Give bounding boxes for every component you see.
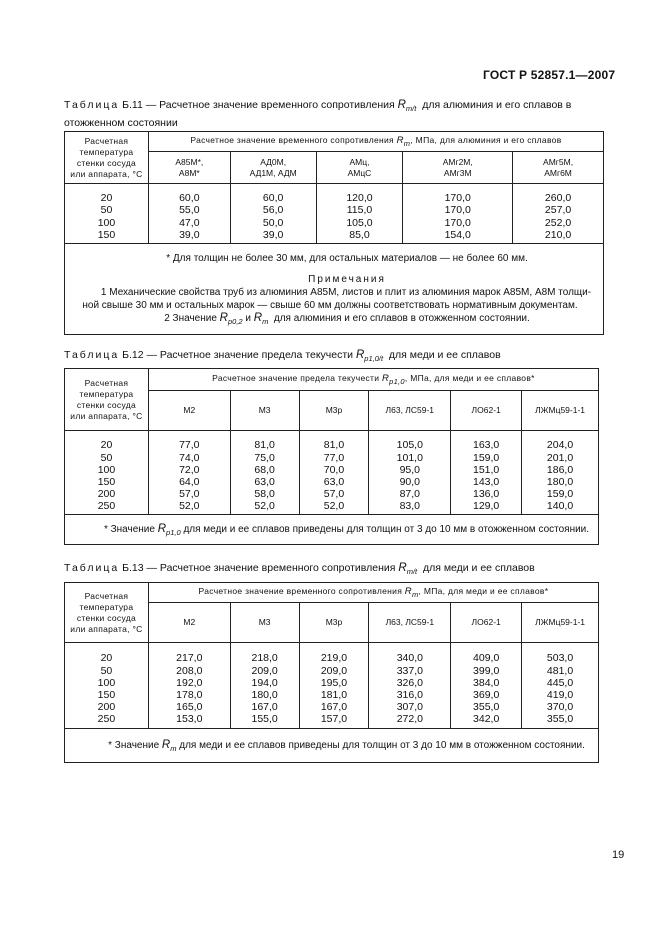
table12-symbol: $R_{p1,0/t}$ [355,349,384,363]
table12-temps: 20 50 100 150 200 250 [65,431,149,515]
table11-col-header: АМг5М, АМг6М [513,152,604,184]
table13-number: Б.13 [122,562,144,574]
table11-notes [65,244,604,335]
table11-temps: 20 50 100 150 [65,184,149,244]
table13 [64,582,599,763]
table12-caption [64,348,604,366]
table13-col-header: М3 [230,603,299,643]
table11-col-header: А85М*, А8М* [148,152,230,184]
table12-values-col: 81,0 77,0 70,0 63,0 57,0 52,0 [299,431,369,515]
table11-caption [64,98,604,130]
table13-values-col: 503,0 481,0 445,0 419,0 370,0 355,0 [522,643,599,729]
table12-values-col: 105,0 101,0 95,0 90,0 87,0 83,0 [369,431,451,515]
table12-values-col: 204,0 201,0 186,0 180,0 159,0 140,0 [522,431,599,515]
table12-stub-header: Расчетная температура стенки сосуда или аппарата, °C [65,369,149,431]
table13-col-header: Л63, ЛС59-1 [369,603,451,643]
table13-caption [64,561,604,579]
table12-label: Таблица [64,349,120,361]
table11-values-col: 170,0 170,0 170,0 154,0 [403,184,513,244]
table12-title: — Расчетное значение предела текучести [146,349,354,361]
table11-col-header: АМц, АМцС [316,152,403,184]
table11-stub-header: Расчетная температура стенки сосуда или аппарата, °C [65,132,149,184]
table13-col-header: М3р [299,603,369,643]
table11-group-header: Расчетное значение временного сопротивления $R_m$, МПа, для алюминия и его сплавов [148,132,603,152]
table13-values-col: 217,0 208,0 192,0 178,0 165,0 153,0 [148,643,230,729]
table13-values-col: 218,0 209,0 194,0 180,0 167,0 155,0 [230,643,299,729]
table13-label: Таблица [64,562,120,574]
table11-values-col: 120,0 115,0 105,0 85,0 [316,184,403,244]
table12-col-header: М2 [148,391,230,431]
table12-col-header: Л63, ЛС59-1 [369,391,451,431]
table13-col-header: М2 [148,603,230,643]
table12-number: Б.12 [122,349,144,361]
table11-symbol: $R_{m/t}$ [397,99,417,113]
table11-label: Таблица [64,99,120,111]
table13-footnote: * Значение $R_m$ для меди и ее сплавов приведены для толщин от 3 до 10 мм в отожженном состоянии. [65,729,599,763]
table13-symbol: $R_{m/t}$ [398,562,418,576]
table13-values-col: 409,0 399,0 384,0 369,0 355,0 342,0 [451,643,522,729]
table13-temps: 20 50 100 150 200 250 [65,643,149,729]
table11-col-header: АМг2М, АМг3М [403,152,513,184]
page-number: 19 [612,849,625,861]
table12-values-col: 163,0 159,0 151,0 143,0 136,0 129,0 [451,431,522,515]
table12-title-tail: для меди и ее сплавов [388,349,501,361]
table11-title-tail: для алюминия и его сплавов в [422,99,572,111]
table11-col-header: АД0М, АД1М, АДМ [230,152,316,184]
table11-values-col: 260,0 257,0 252,0 210,0 [513,184,604,244]
table12 [64,368,599,545]
table11-note2: 2 Значение $R_{p0,2}$ и $R_m$ для алюминия и его сплавов в отожженном состоянии. [164,312,530,326]
table12-col-header: ЛЖМц59-1-1 [522,391,599,431]
document-code: ГОСТ Р 52857.1—2007 [483,68,616,82]
table13-group-header: Расчетное значение временного сопротивления $R_m$, МПа, для меди и ее сплавов* [148,583,598,603]
table13-title: — Расчетное значение временного сопротивления [146,562,396,574]
table11-footnote: * Для толщин не более 30 мм, для остальных материалов — не более 60 мм. [166,253,528,264]
table12-col-header: ЛО62-1 [451,391,522,431]
table11-number: Б.11 [122,99,143,111]
table11-note1: 1 Механические свойства труб из алюминия А85М, листов и плит из алюминия марок А85М, А8М толщи- ной свыше 30 мм и остальных марок — свыше 60 мм должны соответствовать нормативным документам. [82,287,592,311]
table13-stub-header: Расчетная температура стенки сосуда или аппарата, °C [65,583,149,643]
table12-col-header: М3р [299,391,369,431]
table11-notes-title: Примечания [308,274,386,285]
table11-title: — Расчетное значение временного сопротивления [145,99,395,111]
table13-values-col: 340,0 337,0 326,0 316,0 307,0 272,0 [369,643,451,729]
table12-values-col: 81,0 75,0 68,0 63,0 58,0 52,0 [230,431,299,515]
table11-values-col: 60,0 56,0 50,0 39,0 [230,184,316,244]
table11 [64,131,604,335]
table13-values-col: 219,0 209,0 195,0 181,0 167,0 157,0 [299,643,369,729]
table12-values-col: 77,0 74,0 72,0 64,0 57,0 52,0 [148,431,230,515]
table11-values-col: 60,0 55,0 47,0 39,0 [148,184,230,244]
table12-group-header: Расчетное значение предела текучести $R_{p1,0}$, МПа, для меди и ее сплавов* [148,369,598,391]
table12-footnote: * Значение $R_{p1,0}$ для меди и ее сплавов приведены для толщин от 3 до 10 мм в отожженном состоянии. [65,515,599,545]
table13-title-tail: для меди и ее сплавов [422,562,535,574]
table13-col-header: ЛО62-1 [451,603,522,643]
table11-title-line2: отожженном состоянии [64,117,178,129]
table13-col-header: ЛЖМц59-1-1 [522,603,599,643]
table12-col-header: М3 [230,391,299,431]
